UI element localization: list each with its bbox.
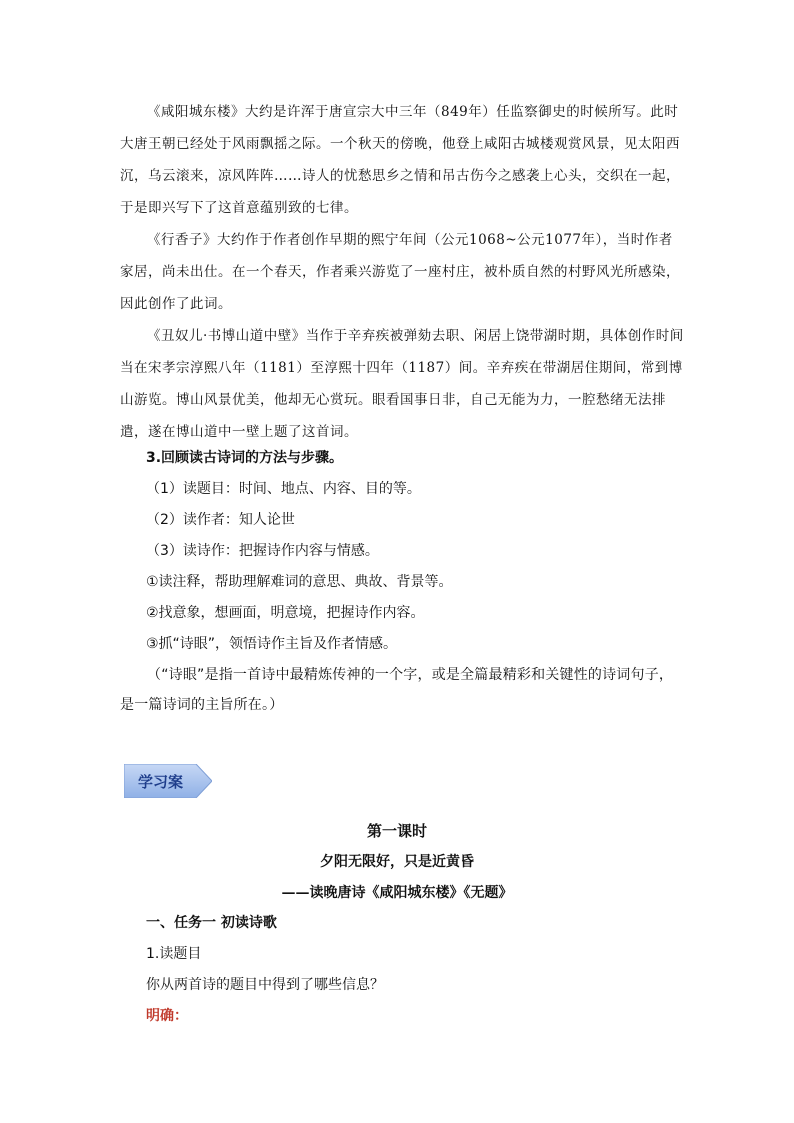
method-step-3: （3）读诗作：把握诗作内容与情感。 (146, 543, 379, 559)
background-paragraph-1: 《咸阳城东楼》大约是许浑于唐宣宗大中三年（849年）任监察御史的时候所写。此时大唐王朝已经处于风雨飘摇之际。一个秋天的傍晚，他登上咸阳古城楼观赏风景，见太阳西沉，乌云滚来，凉风阵阵……诗人的忧愁思乡之情和吊古伤今之感袭上心头，交织在一起，于是即兴写下了这首意蕴别致的七律。 (120, 104, 680, 216)
lesson-label: 第一课时 (366, 822, 427, 840)
lesson-title: 夕阳无限好，只是近黄昏 (320, 854, 474, 870)
method-heading: 3.回顾读古诗词的方法与步骤。 (146, 450, 344, 466)
question-text: 你从两首诗的题目中得到了哪些信息？ (146, 977, 384, 993)
method-sub-3: ③抓“诗眼”，领悟诗作主旨及作者情感。 (146, 636, 398, 652)
answer-label: 明确： (146, 1008, 188, 1024)
read-title-item: 1.读题目 (146, 946, 202, 962)
poetic-eye-note: （“诗眼”是指一首诗中最精炼传神的一个字，或是全篇最精彩和关键性的诗词句子，是一篇诗词的主旨所在。） (120, 667, 674, 713)
method-step-2: （2）读作者：知人论世 (146, 512, 295, 528)
method-step-1: （1）读题目：时间、地点、内容、目的等。 (146, 481, 421, 497)
background-paragraph-2: 《行香子》大约作于作者创作早期的熙宁年间（公元1068~公元1077年），当时作者家居，尚未出仕。在一个春天，作者乘兴游览了一座村庄，被朴质自然的村野风光所感染，因此创作了此词。 (120, 232, 680, 312)
study-plan-badge (124, 764, 212, 798)
task-heading: 一、任务一 初读诗歌 (146, 915, 277, 931)
background-paragraph-3: 《丑奴儿·书博山道中壁》当作于辛弃疾被弹劾去职、闲居上饶带湖时期，具体创作时间当在宋孝宗淳熙八年（1181）至淳熙十四年（1187）间。辛弃疾在带湖居住期间，常到博山游览。博山风景优美，他却无心赏玩。眼看国事日非，自己无能为力，一腔愁绪无法排遣，遂在博山道中一壁上题了这首词。 (120, 328, 684, 440)
study-plan-badge-label: 学习案 (138, 773, 184, 791)
method-sub-2: ②找意象，想画面，明意境，把握诗作内容。 (146, 605, 425, 621)
lesson-subtitle: ——读晚唐诗《咸阳城东楼》《无题》 (281, 885, 513, 901)
method-sub-1: ①读注释，帮助理解难词的意思、典故、背景等。 (146, 574, 453, 590)
